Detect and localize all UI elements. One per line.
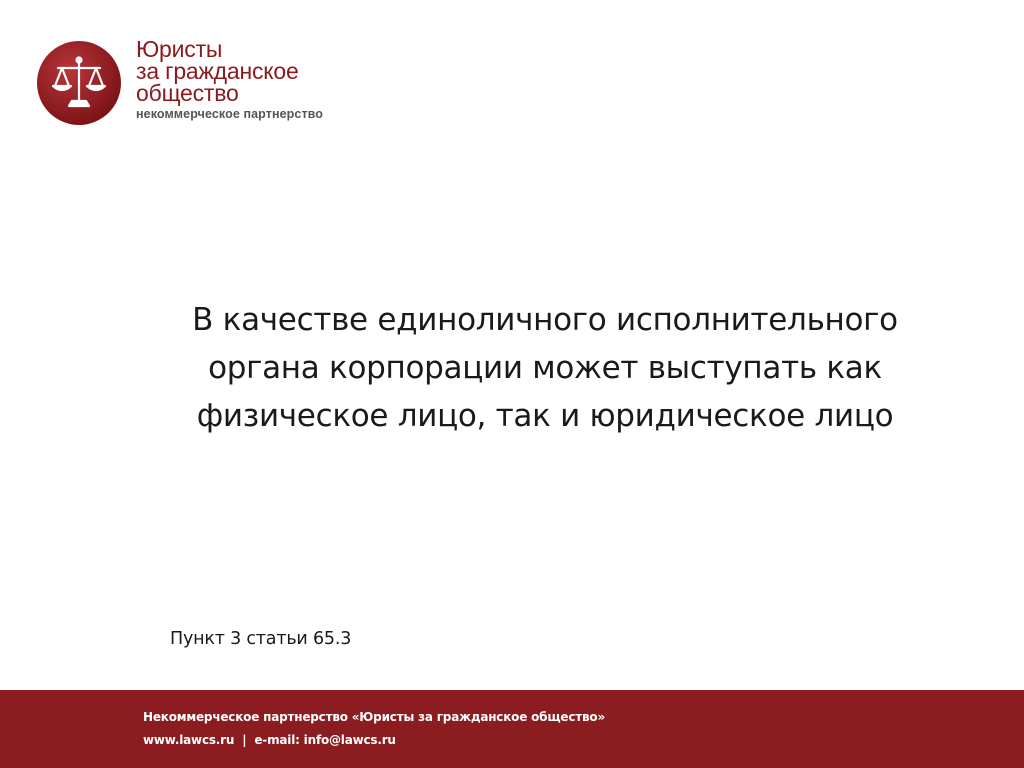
main-statement-line2: органа корпорации может выступать как bbox=[208, 350, 882, 386]
main-statement-line3: физическое лицо, так и юридическое лицо bbox=[196, 398, 894, 434]
website-link[interactable]: www.lawcs.ru bbox=[143, 733, 235, 747]
logo-title-line2: за гражданское bbox=[136, 58, 299, 84]
logo-title-line3: общество bbox=[136, 80, 239, 106]
scales-of-justice-icon bbox=[36, 40, 122, 126]
footer-organization: Некоммерческое партнерство «Юристы за гражданское общество» bbox=[143, 710, 606, 724]
legal-reference: Пункт 3 статьи 65.3 bbox=[170, 629, 352, 649]
logo-subtitle: некоммерческое партнерство bbox=[136, 107, 324, 121]
logo-title-line1: Юристы bbox=[136, 36, 223, 62]
logo-text bbox=[136, 38, 323, 121]
main-statement bbox=[150, 296, 940, 440]
footer-contacts bbox=[143, 733, 396, 747]
email-link[interactable]: e-mail: info@lawcs.ru bbox=[254, 733, 396, 747]
logo bbox=[36, 38, 396, 133]
footer-separator: | bbox=[242, 733, 247, 747]
footer-bar bbox=[0, 690, 1024, 768]
main-statement-line1: В качестве единоличного исполнительного bbox=[192, 302, 898, 338]
